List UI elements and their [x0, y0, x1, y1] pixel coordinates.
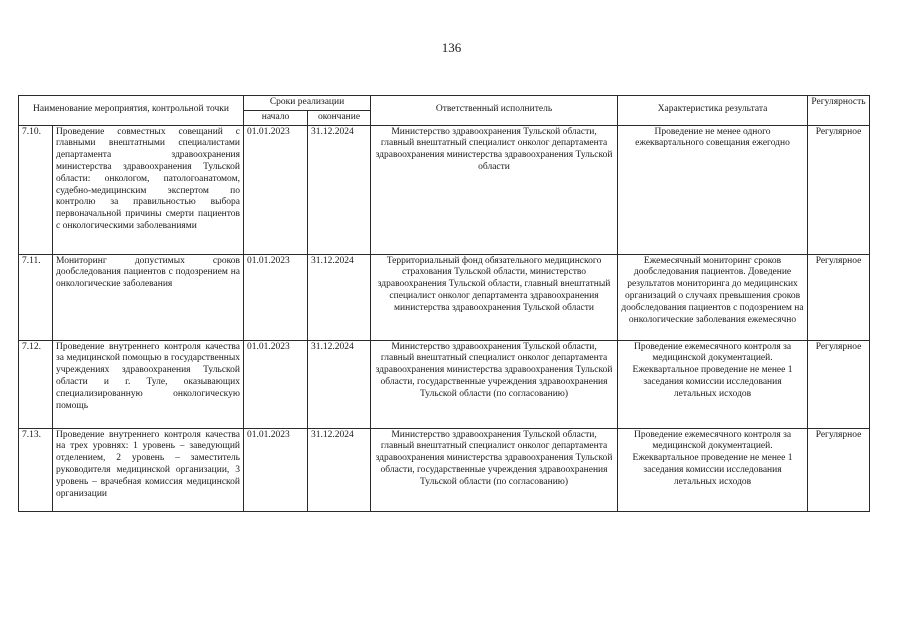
- measures-table: [18, 95, 870, 512]
- header-name: Наименование мероприятия, контрольной точки: [19, 96, 244, 126]
- result-characteristic: Проведение не менее одного ежеквартального совещания ежегодно: [618, 125, 808, 254]
- result-characteristic: Проведение ежемесячного контроля за медицинской документацией. Ежеквартальное проведение не менее 1 заседания комиссии исследования летальных исходов: [618, 340, 808, 428]
- responsible-executor: Министерство здравоохранения Тульской области, главный внештатный специалист онколог департамента здравоохранения министерства здравоохранения Тульской области, государственные учреждения здравоохранения Тульской области (по согласованию): [371, 340, 618, 428]
- responsible-executor: Министерство здравоохранения Тульской области, главный внештатный специалист онколог департамента здравоохранения министерства здравоохранения Тульской области: [371, 125, 618, 254]
- responsible-executor: Территориальный фонд обязательного медицинского страхования Тульской области, министерство здравоохранения Тульской области, главный внештатный специалист онколог департамента здравоохранения министерства здравоохранения Тульской области: [371, 254, 618, 340]
- start-date: 01.01.2023: [244, 428, 308, 511]
- end-date: 31.12.2024: [308, 125, 371, 254]
- page-number: 136: [441, 40, 462, 55]
- measure-name: Проведение внутреннего контроля качества за медицинской помощью в государственных учреждениях здравоохранения Тульской области и г. Туле, оказывающих специализированную онкологическую помощь: [53, 340, 244, 428]
- row-number: 7.11.: [19, 254, 53, 340]
- start-date: 01.01.2023: [244, 254, 308, 340]
- table-row: [19, 340, 870, 428]
- end-date: 31.12.2024: [308, 254, 371, 340]
- start-date: 01.01.2023: [244, 125, 308, 254]
- row-number: 7.13.: [19, 428, 53, 511]
- table-row: [19, 254, 870, 340]
- table-row: [19, 428, 870, 511]
- header-regularity: Регулярность: [808, 96, 870, 126]
- header-terms: Сроки реализации: [244, 96, 371, 111]
- result-characteristic: Проведение ежемесячного контроля за медицинской документацией. Ежеквартальное проведение не менее 1 заседания комиссии исследования летальных исходов: [618, 428, 808, 511]
- measure-name: Проведение совместных совещаний с главными внештатными специалистами департамента здравоохранения министерства здравоохранения Тульской области: онкологом, патологоанатомом, судебно-медицинским экспертом по контролю за правильностью выбора первоначальной причины смерти пациентов с онкологическими заболеваниями: [53, 125, 244, 254]
- start-date: 01.01.2023: [244, 340, 308, 428]
- regularity: Регулярное: [808, 340, 870, 428]
- regularity: Регулярное: [808, 254, 870, 340]
- row-number: 7.12.: [19, 340, 53, 428]
- measure-name: Проведение внутреннего контроля качества на трех уровнях: 1 уровень – заведующий отделением, 2 уровень – заместитель руководителя медицинской организации, 3 уровень – врачебная комиссия медицинской организации: [53, 428, 244, 511]
- responsible-executor: Министерство здравоохранения Тульской области, главный внештатный специалист онколог департамента здравоохранения министерства здравоохранения Тульской области, государственные учреждения здравоохранения Тульской области (по согласованию): [371, 428, 618, 511]
- header-start: начало: [244, 110, 308, 125]
- table-row: [19, 125, 870, 254]
- end-date: 31.12.2024: [308, 428, 371, 511]
- regularity: Регулярное: [808, 428, 870, 511]
- measure-name: Мониторинг допустимых сроков дообследования пациентов с подозрением на онкологические заболевания: [53, 254, 244, 340]
- header-end: окончание: [308, 110, 371, 125]
- header-responsible: Ответственный исполнитель: [371, 96, 618, 126]
- row-number: 7.10.: [19, 125, 53, 254]
- result-characteristic: Ежемесячный мониторинг сроков дообследования пациентов. Доведение результатов мониторинга до медицинских организаций о случаях превышения сроков дообследования пациентов с подозрением на онкологические заболевания ежемесячно: [618, 254, 808, 340]
- regularity: Регулярное: [808, 125, 870, 254]
- end-date: 31.12.2024: [308, 340, 371, 428]
- header-result: Характеристика результата: [618, 96, 808, 126]
